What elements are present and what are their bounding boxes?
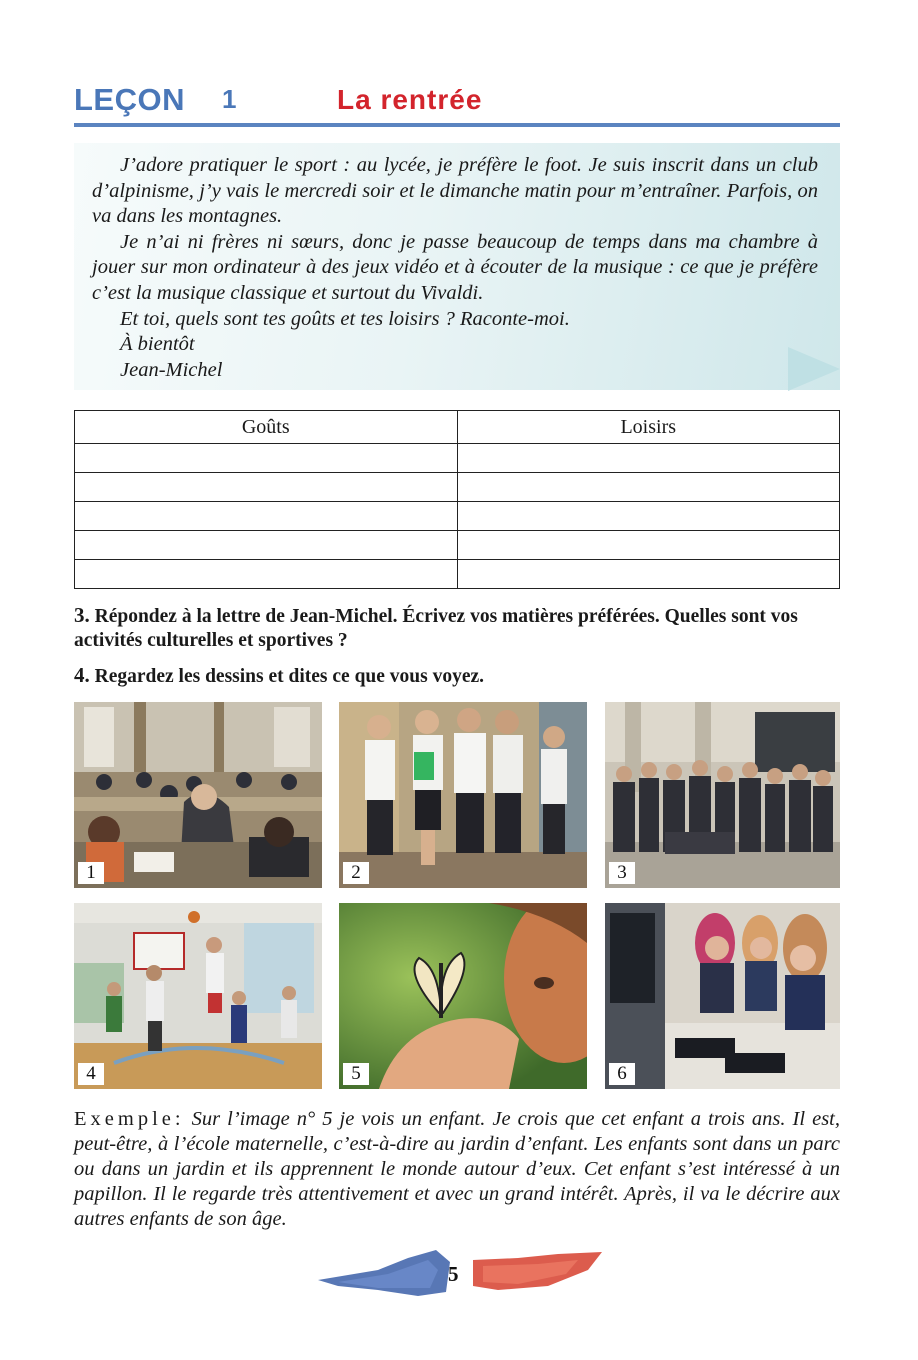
- photo-exam-hall: [74, 702, 322, 888]
- lesson-word: LEÇON: [74, 82, 185, 117]
- photo-label: 6: [609, 1063, 635, 1085]
- table-cell[interactable]: [457, 531, 840, 560]
- table-cell[interactable]: [457, 502, 840, 531]
- table-row: [75, 444, 840, 473]
- photo-child-butterfly: [339, 903, 587, 1089]
- letter-text: [92, 153, 818, 383]
- page-footer: [318, 1240, 602, 1306]
- table-row: [75, 560, 840, 589]
- photo-basketball: [74, 903, 322, 1089]
- photo-label: 1: [78, 862, 104, 884]
- table-row: [75, 531, 840, 560]
- lesson-number: 1: [222, 84, 237, 114]
- lesson-header: [74, 82, 840, 124]
- photo-group-steps: [605, 702, 853, 888]
- example-paragraph: [74, 1107, 840, 1232]
- task-4: [74, 663, 844, 689]
- table-cell[interactable]: [457, 560, 840, 589]
- photo-computer-class: [605, 903, 853, 1089]
- task-4-text: Regardez les dessins et dites ce que vous voyez.: [94, 666, 485, 687]
- header-rule: [74, 123, 840, 127]
- letter-signature: Jean-Michel: [120, 358, 223, 381]
- photo-label: 2: [343, 862, 369, 884]
- table-cell[interactable]: [457, 473, 840, 502]
- letter-paragraph-2: Je n’ai ni frères ni sœurs, donc je passe beaucoup de temps dans ma chambre à jouer sur mon ordinateur à des jeux vidéo et à écouter de la musique : ce que je préfère c’est la musique classique et surtout du Vivaldi.: [92, 230, 818, 304]
- letter-box: [74, 143, 840, 390]
- table-cell[interactable]: [75, 444, 458, 473]
- table-cell[interactable]: [457, 444, 840, 473]
- flag-brush-decoration: [318, 1240, 602, 1306]
- example-text: Sur l’image n° 5 je vois un enfant. Je crois que cet enfant a trois ans. Il est, peut-être, à l’école maternelle, c’est-à-dire au jardin d’enfant. Les enfants sont dans un parc ou dans un jardin et ils apprennent le monde autour d’eux. Cet enfant s’est intéressé à un papillon. Il le regarde très attentivement et avec un grand intérêt. Après, il va le décrire aux autres enfants de son âge.: [74, 1108, 840, 1230]
- table-row: [75, 502, 840, 531]
- column-header-gouts: Goûts: [75, 411, 458, 444]
- example-label: Exemple:: [74, 1108, 185, 1130]
- page-number: 5: [448, 1262, 459, 1286]
- table-row: [75, 473, 840, 502]
- task-3-number: 3.: [74, 603, 90, 627]
- table-cell[interactable]: [75, 502, 458, 531]
- photo-label: 4: [78, 1063, 104, 1085]
- lesson-title: La rentrée: [337, 84, 483, 115]
- task-3-text: Répondez à la lettre de Jean-Michel. Écrivez vos matières préférées. Quelles sont vos activités culturelles et sportives ?: [74, 606, 798, 651]
- photo-students-corridor: [339, 702, 587, 888]
- tastes-leisure-table: [74, 410, 840, 589]
- table-header-row: [75, 411, 840, 444]
- arrow-decoration: [788, 347, 840, 391]
- table-cell[interactable]: [75, 473, 458, 502]
- letter-paragraph-1: J’adore pratiquer le sport : au lycée, je préfère le foot. Je suis inscrit dans un club d’alpinisme, j’y vais le mercredi soir et le dimanche matin pour m’entraîner. Parfois, on va dans les montagnes.: [92, 154, 818, 228]
- letter-closing: À bientôt: [120, 333, 195, 356]
- table-cell[interactable]: [75, 531, 458, 560]
- task-3: [74, 603, 844, 653]
- letter-paragraph-3: Et toi, quels sont tes goûts et tes loisirs ? Raconte-moi.: [120, 307, 570, 330]
- table-cell[interactable]: [75, 560, 458, 589]
- task-4-number: 4.: [74, 663, 90, 687]
- photo-label: 5: [343, 1063, 369, 1085]
- column-header-loisirs: Loisirs: [457, 411, 840, 444]
- photo-label: 3: [609, 862, 635, 884]
